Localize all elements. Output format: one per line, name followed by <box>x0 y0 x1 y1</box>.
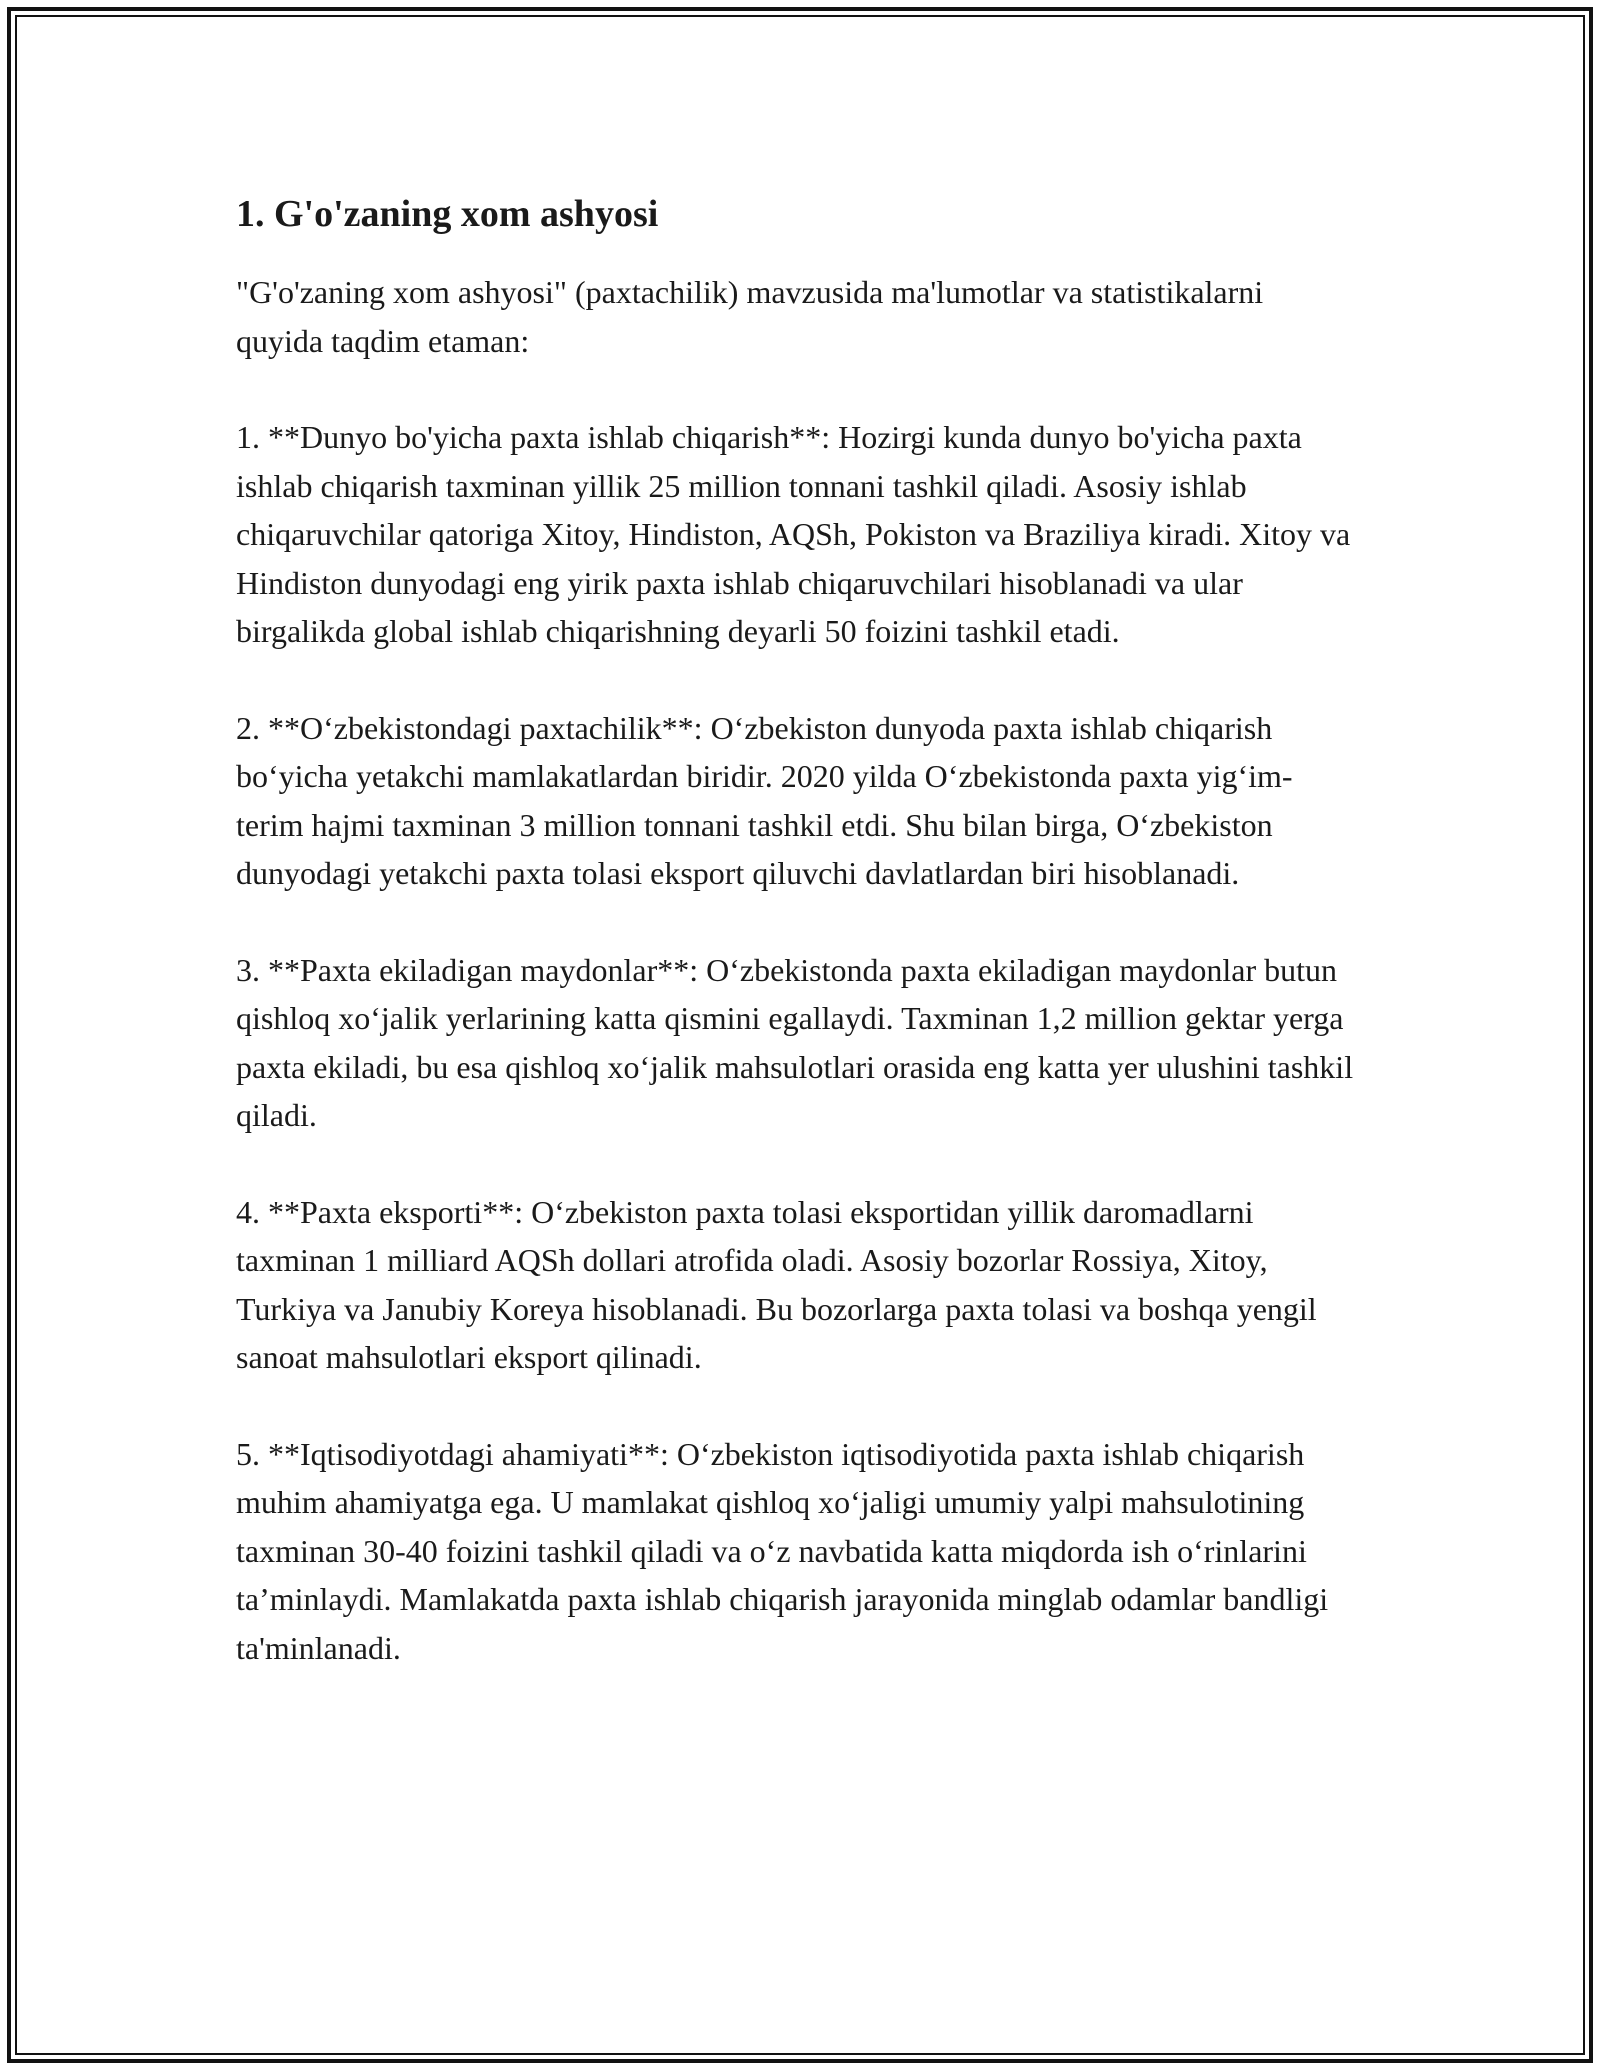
document-title: 1. G'o'zaning xom ashyosi <box>236 193 659 235</box>
paragraph-cotton-export: 4. **Paxta eksporti**: Oʻzbekiston paxta tolasi eksportidan yillik daromadlarni taxminan 1 milliard AQSh dollari atrofida oladi. Asosiy bozorlar Rossiya, Xitoy, Turkiya va Janubiy Koreya hisoblanadi. Bu bozorlarga paxta tolasi va boshqa yengil sanoat mahsulotlari eksport qilinadi. <box>236 1193 1317 1375</box>
paragraph-world-production: 1. **Dunyo bo'yicha paxta ishlab chiqarish**: Hozirgi kunda dunyo bo'yicha paxta ishlab chiqarish taxminan yillik 25 million tonnani tashkil qiladi. Asosiy ishlab chiqaruvchilar qatoriga Xitoy, Hindiston, AQSh, Pokiston va Braziliya kiradi. Xitoy va Hindiston dunyodagi eng yirik paxta ishlab chiqaruvchilari hisoblanadi va ular birgalikda global ishlab chiqarishning deyarli 50 foizini tashkil etadi. <box>236 419 1351 649</box>
paragraph-uzbekistan-cotton: 2. **Oʻzbekistondagi paxtachilik**: Oʻzbekiston dunyoda paxta ishlab chiqarish boʻyicha yetakchi mamlakatlardan biridir. 2020 yilda Oʻzbekistonda paxta yigʻim-terim hajmi taxminan 3 million tonnani tashkil etdi. Shu bilan birga, Oʻzbekiston dunyodagi yetakchi paxta tolasi eksport qiluvchi davlatlardan biri hisoblanadi. <box>236 709 1293 891</box>
document-body <box>236 186 1356 1720</box>
intro-paragraph: "G'o'zaning xom ashyosi" (paxtachilik) mavzusida ma'lumotlar va statistikalarni quyida taqdim etaman: <box>236 274 1264 359</box>
paragraph-economic-importance: 5. **Iqtisodiyotdagi ahamiyati**: Oʻzbekiston iqtisodiyotida paxta ishlab chiqarish muhim ahamiyatga ega. U mamlakat qishloq xoʻjaligi umumiy yalpi mahsulotining taxminan 30-40 foizini tashkil qiladi va oʻz navbatida katta miqdorda ish oʻrinlarini taʼminlaydi. Mamlakatda paxta ishlab chiqarish jarayonida minglab odamlar bandligi ta'minlanadi. <box>236 1435 1329 1666</box>
paragraph-cotton-fields: 3. **Paxta ekiladigan maydonlar**: Oʻzbekistonda paxta ekiladigan maydonlar butun qishloq xoʻjalik yerlarining katta qismini egallaydi. Taxminan 1,2 million gektar yerga paxta ekiladi, bu esa qishloq xoʻjalik mahsulotlari orasida eng katta yer ulushini tashkil qiladi. <box>236 951 1354 1133</box>
